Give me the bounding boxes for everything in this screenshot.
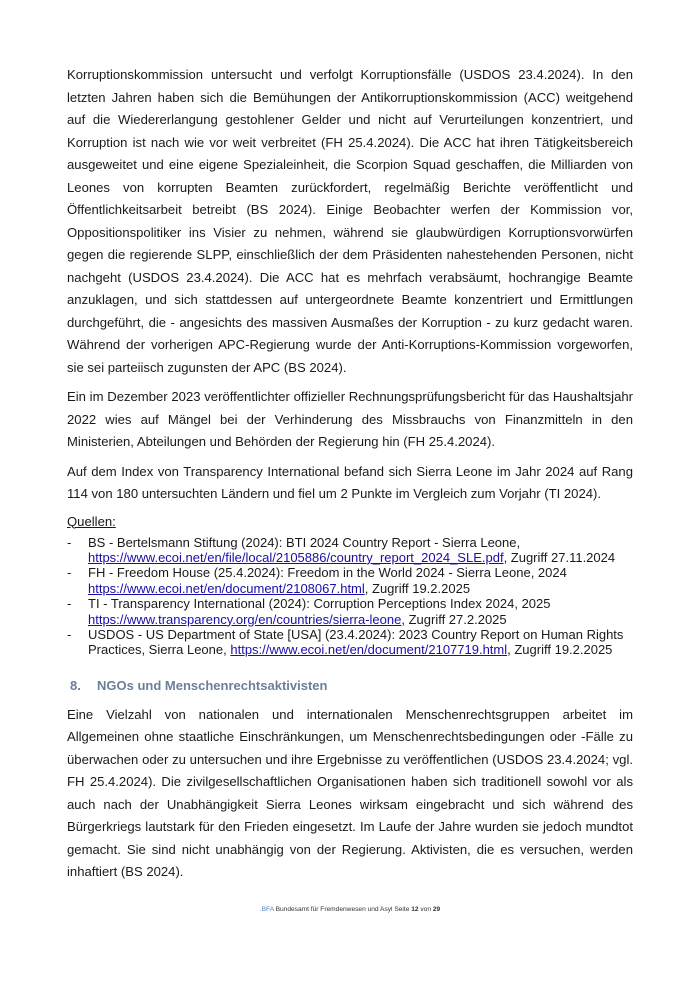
source-access-date: , Zugriff 27.11.2024	[503, 549, 616, 565]
paragraph-ngos: Eine Vielzahl von nationalen und internationalen Menschenrechtsgruppen arbeitet im Allgemeinen ohne staatliche Einschränkungen, um Menschenrechtsbedingungen oder -Fälle zu überwachen oder zu untersuchen und ihre Ergebnisse zu veröffentlichen (USDOS 23.4.2024; vgl. FH 25.4.2024). Die zivilgesellschaftlichen Organisationen haben sich traditionell sowohl vor als auch nach der Unabhängigkeit Sierra Leones wirksam eingebracht und sich während des Bürgerkriegs lautstark für den Frieden eingesetzt. Im Laufe der Jahre wurden sie jedoch mundtot gemacht. Sie sind nicht unabhängig von der Regierung. Aktivisten, die es versuchen, werden inhaftiert (BS 2024).	[67, 706, 633, 880]
source-text: USDOS - US Department of State [USA] (23.4.2024): 2023 Country Report on Human Rights Practices, Sierra Leone,	[88, 626, 624, 658]
section-number: 8.	[70, 677, 81, 693]
bfa-logo: .BFA	[259, 906, 274, 913]
source-text: BS - Bertelsmann Stiftung (2024): BTI 2024 Country Report - Sierra Leone,	[88, 534, 521, 550]
source-link-ti[interactable]: https://www.transparency.org/en/countries/sierra-leone	[88, 611, 402, 627]
sources-list	[67, 535, 633, 658]
source-link-fh[interactable]: https://www.ecoi.net/en/document/2108067.html	[88, 580, 365, 596]
list-dash: -	[67, 626, 72, 642]
source-text: FH - Freedom House (25.4.2024): Freedom in the World 2024 - Sierra Leone, 2024	[88, 565, 567, 581]
list-dash: -	[67, 565, 72, 581]
source-item-bs	[67, 535, 633, 566]
list-dash: -	[67, 596, 72, 612]
source-access-date: , Zugriff 19.2.2025	[507, 642, 613, 658]
list-dash: -	[67, 534, 72, 550]
page-number: 12	[411, 906, 419, 913]
source-text: TI - Transparency International (2024): Corruption Perceptions Index 2024, 2025	[88, 596, 551, 612]
source-access-date: , Zugriff 27.2.2025	[401, 611, 507, 627]
paragraph-corruption-commission: Korruptionskommission untersucht und verfolgt Korruptionsfälle (USDOS 23.4.2024). In den letzten Jahren haben sich die Bemühungen der Antikorruptionskommission (ACC) weitgehend auf die Wiedererlangung gestohlener Gelder und nicht auf Verurteilungen konzentriert, und Korruption ist nach wie vor weit verbreitet (FH 25.4.2024). Die ACC hat ihren Tätigkeitsbereich ausgeweitet und eine eigene Spezialeinheit, die Scorpion Squad geschaffen, die Milliarden von Leones von korrupten Beamten zurückfordert, regelmäßig Berichte veröffentlicht und Öffentlichkeitsarbeit betreibt (BS 2024). Einige Beobachter werfen der Kommission vor, Oppositionspolitiker ins Visier zu nehmen, während sie glaubwürdigen Korruptionsvorwürfen gegen die regierende SLPP, einschließlich der dem Präsidenten nahestehenden Personen, nicht nachgeht (USDOS 23.4.2024). Die ACC hat es mehrfach verabsäumt, hochrangige Beamte anzuklagen, und sich stattdessen auf untergeordnete Beamte konzentriert und Ermittlungen durchgeführt, die - angesichts des massiven Ausmaßes der Korruption - zu kurz gedacht waren. Während der vorherigen APC-Regierung wurde der Anti-Korruptions-Kommission vorgeworfen, sie sei parteiisch zugunsten der APC (BS 2024).	[67, 67, 633, 375]
footer-of: von	[418, 906, 433, 913]
section-heading	[67, 676, 633, 696]
source-item-ti	[67, 596, 633, 627]
section-title: NGOs und Menschenrechtsaktivisten	[97, 677, 328, 693]
source-access-date: , Zugriff 19.2.2025	[364, 580, 471, 596]
footer-org: Bundesamt für Fremdenwesen und Asyl Seite	[273, 906, 412, 913]
sources-heading: Quellen:	[67, 513, 116, 529]
page-total: 29	[432, 906, 441, 913]
source-item-usdos	[67, 627, 633, 658]
source-item-fh	[67, 565, 633, 596]
paragraph-transparency-index: Auf dem Index von Transparency International befand sich Sierra Leone im Jahr 2024 auf Rang 114 von 180 untersuchten Ländern und fiel um 2 Punkte im Vergleich zum Vorjahr (TI 2024).	[67, 463, 633, 501]
page-footer	[0, 906, 700, 913]
document-page	[67, 64, 633, 891]
source-link-bs[interactable]: https://www.ecoi.net/en/file/local/2105886/country_report_2024_SLE.pdf	[88, 549, 504, 565]
paragraph-audit-report: Ein im Dezember 2023 veröffentlichter offizieller Rechnungsprüfungsbericht für das Haushaltsjahr 2022 wies auf Mängel bei der Verhinderung des Missbrauchs von Finanzmitteln in den Ministerien, Abteilungen und Behörden der Regierung hin (FH 25.4.2024).	[67, 389, 633, 449]
source-link-usdos[interactable]: https://www.ecoi.net/en/document/2107719.html	[230, 642, 508, 658]
